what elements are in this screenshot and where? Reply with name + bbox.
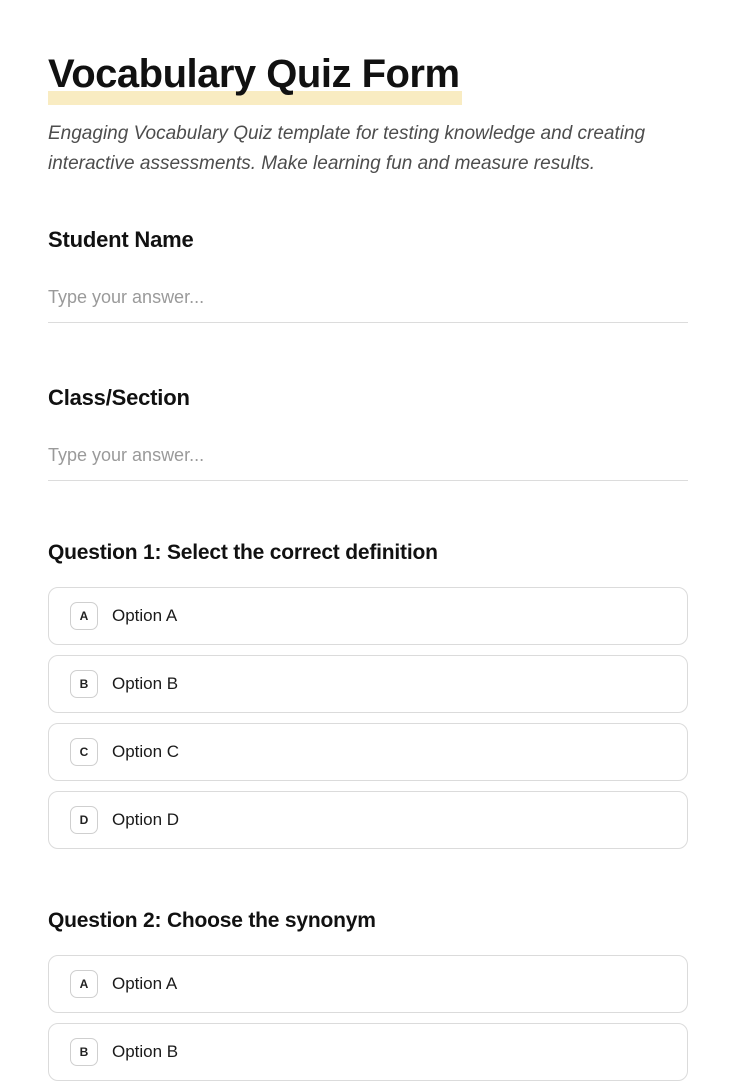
- question-1-option-b[interactable]: [48, 655, 688, 713]
- option-letter-badge: A: [70, 970, 98, 998]
- page-title: Vocabulary Quiz Form: [48, 52, 460, 96]
- question-1: [48, 541, 688, 849]
- field-student-name: [48, 227, 688, 323]
- option-label: Option C: [112, 741, 180, 761]
- option-letter-badge: C: [70, 738, 98, 766]
- question-1-option-a[interactable]: [48, 587, 688, 645]
- option-label: Option D: [112, 809, 180, 829]
- option-label: Option B: [112, 673, 179, 693]
- field-label: Student Name: [48, 226, 194, 252]
- question-2-option-b[interactable]: [48, 1023, 688, 1081]
- question-1-option-d[interactable]: [48, 791, 688, 849]
- question-2: [48, 909, 688, 1081]
- class-section-input[interactable]: [48, 445, 688, 481]
- option-letter-badge: B: [70, 670, 98, 698]
- option-letter-badge: B: [70, 1038, 98, 1066]
- question-label: Question 1: Select the correct definition: [48, 540, 438, 564]
- form-description: Engaging Vocabulary Quiz template for testing knowledge and creating interactive assessments. Make learning fun and measure results.: [48, 122, 646, 174]
- option-label: Option B: [112, 1041, 179, 1061]
- question-label: Question 2: Choose the synonym: [48, 908, 376, 932]
- field-class-section: [48, 385, 688, 481]
- question-1-option-c[interactable]: [48, 723, 688, 781]
- option-letter-badge: A: [70, 602, 98, 630]
- field-label: Class/Section: [48, 384, 190, 410]
- option-label: Option A: [112, 973, 178, 993]
- student-name-input[interactable]: [48, 287, 688, 323]
- option-label: Option A: [112, 605, 178, 625]
- option-letter-badge: D: [70, 806, 98, 834]
- question-2-option-a[interactable]: [48, 955, 688, 1013]
